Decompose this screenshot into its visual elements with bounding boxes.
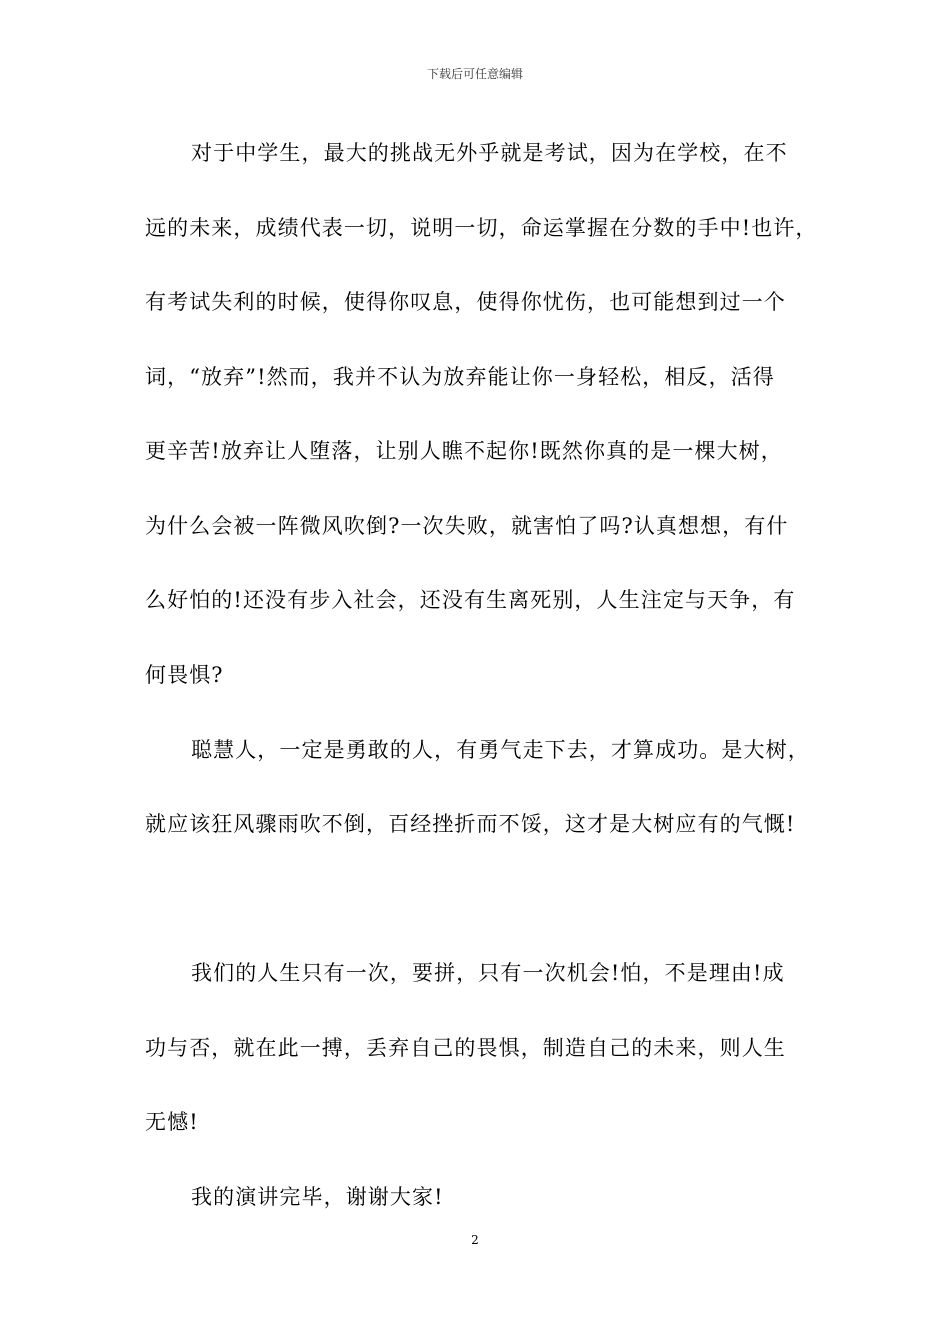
paragraph-1-line-8: 何畏惧? [145, 663, 224, 687]
page-number: 2 [471, 1233, 479, 1247]
paragraph-3-line-1: 我们的人生只有一次，要拼，只有一次机会!怕，不是理由!成 [191, 961, 785, 985]
paragraph-3-line-3: 无憾! [145, 1110, 199, 1134]
paragraph-1-line-5: 更辛苦!放弃让人堕落，让别人瞧不起你!既然你真的是一棵大树， [145, 439, 783, 463]
paragraph-2-line-2: 就应该狂风骤雨吹不倒，百经挫折而不馁，这才是大树应有的气慨! [145, 812, 796, 836]
paragraph-1-line-7: 么好怕的!还没有步入社会，还没有生离死别，人生注定与天争，有 [145, 588, 796, 612]
paragraph-1-line-6: 为什么会被一阵微风吹倒?一次失败，就害怕了吗?认真想想，有什 [145, 514, 789, 538]
paragraph-4-line-1: 我的演讲完毕，谢谢大家! [191, 1185, 444, 1209]
paragraph-3-line-2: 功与否，就在此一搏，丢弃自己的畏惧，制造自己的未来，则人生 [145, 1036, 786, 1060]
paragraph-1-line-2: 远的未来，成绩代表一切，说明一切，命运掌握在分数的手中!也许， [145, 216, 818, 240]
page-header-note: 下载后可任意编辑 [426, 67, 523, 81]
paragraph-1-line-3: 有考试失利的时候，使得你叹息，使得你忧伤，也可能想到过一个 [145, 290, 786, 314]
paragraph-1-line-4: 词，“放弃”!然而，我并不认为放弃能让你一身轻松，相反，活得 [145, 365, 775, 389]
paragraph-2-line-1: 聪慧人，一定是勇敢的人，有勇气走下去，才算成功。是大树， [191, 738, 810, 762]
paragraph-1-line-1: 对于中学生，最大的挑战无外乎就是考试，因为在学校，在不 [191, 141, 788, 165]
